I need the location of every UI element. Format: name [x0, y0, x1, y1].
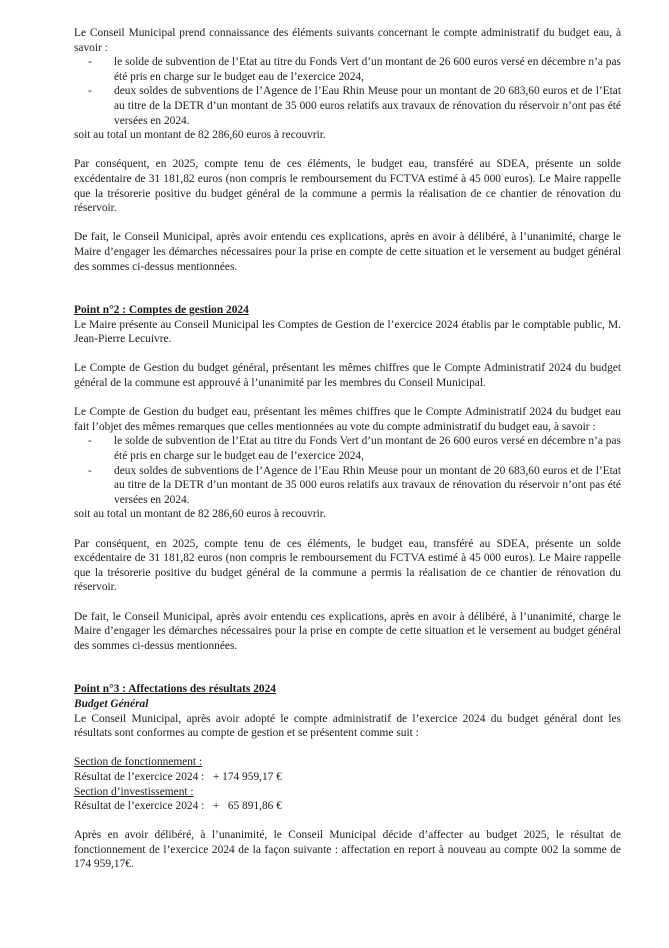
- intro-consequence: Par conséquent, en 2025, compte tenu de ces éléments, le budget eau, transféré au SDEA, présente un solde excédentaire de 31 181,82 euros (non compris le remboursement du FCTVA estimé à 45 000 euros). Le Maire rappelle que la trésorerie positive du budget général de la commune a permis la réalisation de ce chantier de rénovation du réservoir.: [74, 158, 621, 215]
- list-item: - le solde de subvention de l’Etat au titre du Fonds Vert d’un montant de 26 600 euros versé en décembre n’a pas été pris en charge sur le budget eau de l’exercice 2024,: [88, 55, 621, 84]
- list-item: - le solde de subvention de l’Etat au titre du Fonds Vert d’un montant de 26 600 euros versé en décembre n’a pas été pris en charge sur le budget eau de l’exercice 2024,: [88, 434, 621, 463]
- point2-paragraph-3: Le Compte de Gestion du budget eau, présentant les mêmes chiffres que le Compte Administratif 2024 du budget eau fait l’objet des mêmes remarques que celles mentionnées au vote du compte administratif du budget eau, à savoir :: [74, 406, 621, 433]
- point2-paragraph-2: Le Compte de Gestion du budget général, présentant les mêmes chiffres que le Compte Administratif 2024 du budget général de la commune est approuvé à l’unanimité par les membres du Conseil Municipal.: [74, 362, 621, 390]
- section-fonctionnement-label: Section de fonctionnement :: [74, 756, 203, 769]
- section-investissement-label: Section d’investissement :: [74, 785, 194, 798]
- point2-paragraph-1: Le Maire présente au Conseil Municipal les Comptes de Gestion de l’exercice 2024 établis par le comptable public, M. Jean-Pierre Lecuivre.: [74, 318, 621, 346]
- intro-total: soit au total un montant de 82 286,60 euros à recouvrir.: [74, 129, 326, 142]
- point3-paragraph-2: Après en avoir délibéré, à l’unanimité, le Conseil Municipal décide d’affecter au budget 2025, le résultat de fonctionnement de l’exercice 2024 de la façon suivante : affectation en report à nouveau au compte 002 la somme de 174 959,17€.: [74, 829, 621, 871]
- point2-total: soit au total un montant de 82 286,60 euros à recouvrir.: [74, 508, 326, 521]
- intro-list: [74, 55, 621, 128]
- point2-list: [74, 434, 621, 507]
- list-item: - deux soldes de subventions de l’Agence de l’Eau Rhin Meuse pour un montant de 20 683,60 euros et de l’Etat au titre de la DETR d’un montant de 35 000 euros relatifs aux travaux de rénovation du réservoir n’ont pas été versées en 2024.: [88, 464, 621, 508]
- point2-consequence: Par conséquent, en 2025, compte tenu de ces éléments, le budget eau, transféré au SDEA, présente un solde excédentaire de 31 181,82 euros (non compris le remboursement du FCTVA estimé à 45 000 euros). Le Maire rappelle que la trésorerie positive du budget général de la commune a permis la réalisation de ce chantier de rénovation du réservoir.: [74, 537, 621, 594]
- intro-paragraph: Le Conseil Municipal prend connaissance des éléments suivants concernant le compte administratif du budget eau, à savoir :: [74, 27, 621, 54]
- point3-subheading: Budget Général: [74, 697, 149, 710]
- section-investissement-result: Résultat de l’exercice 2024 : + 65 891,86 €: [74, 800, 282, 813]
- point2-decision: De fait, le Conseil Municipal, après avoir entendu ces explications, après en avoir à délibéré, à l’unanimité, charge le Maire d’engager les démarches nécessaires pour la prise en compte de cette situation et le versement au budget général des sommes ci-dessus mentionnées.: [74, 610, 621, 652]
- intro-decision: De fait, le Conseil Municipal, après avoir entendu ces explications, après en avoir à délibéré, à l’unanimité, charge le Maire d’engager les démarches nécessaires pour la prise en compte de cette situation et le versement au budget général des sommes ci-dessus mentionnées.: [74, 231, 621, 273]
- point3-paragraph-1: Le Conseil Municipal, après avoir adopté le compte administratif de l’exercice 2024 du budget général dont les résultats sont conformes au compte de gestion et se présentent comme suit :: [74, 712, 621, 740]
- section-fonctionnement-result: Résultat de l’exercice 2024 : + 174 959,17 €: [74, 770, 282, 783]
- list-item: - deux soldes de subventions de l’Agence de l’Eau Rhin Meuse pour un montant de 20 683,60 euros et de l’Etat au titre de la DETR d’un montant de 35 000 euros relatifs aux travaux de rénovation du réservoir n’ont pas été versées en 2024.: [88, 84, 621, 128]
- point2-heading: Point n°2 : Comptes de gestion 2024: [74, 304, 249, 317]
- point3-heading: Point n°3 : Affectations des résultats 2024: [74, 683, 276, 696]
